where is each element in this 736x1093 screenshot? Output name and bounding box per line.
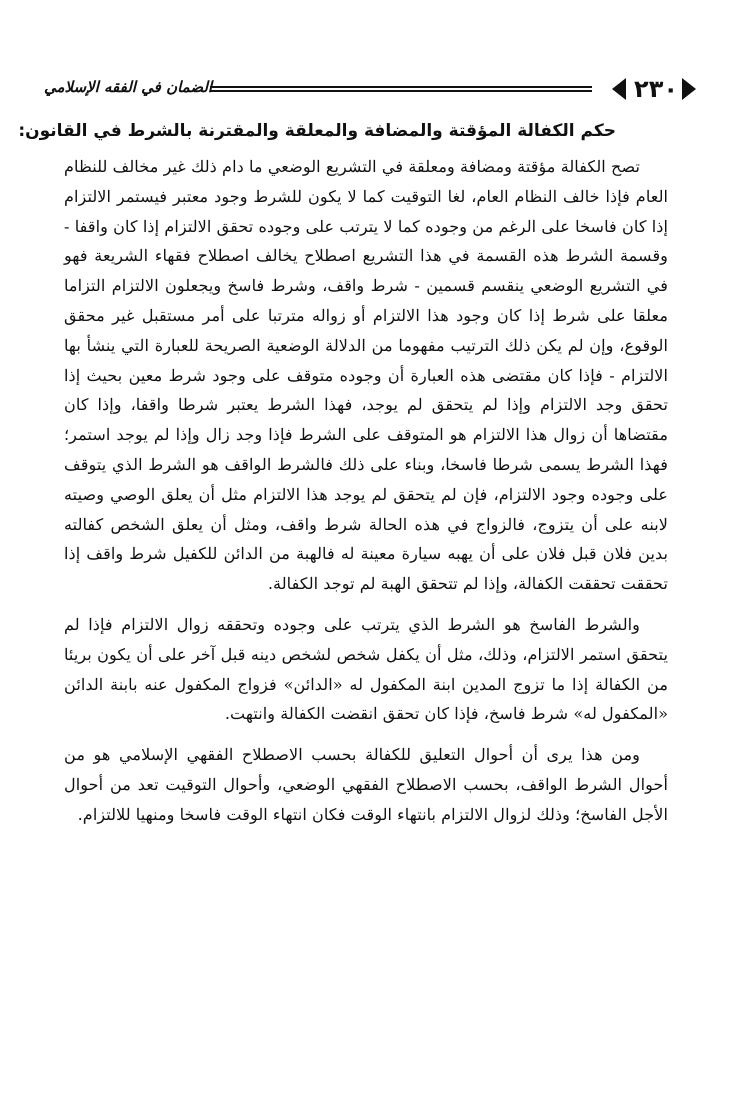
- page-number-badge: [622, 74, 684, 104]
- header-rule-divider: [210, 86, 592, 92]
- running-title: الضمان في الفقه الإسلامي: [44, 78, 213, 96]
- arrow-left-icon: [612, 78, 626, 100]
- paragraph-2: والشرط الفاسخ هو الشرط الذي يترتب على وجوده وتحققه زوال الالتزام فإذا لم يتحقق استمر الالتزام، وذلك، مثل أن يكفل شخص لشخص دينه قبل آخر على أن يكون بريئا من الكفالة إذا ما تزوج المدين ابنة المكفول له «الدائن» فزواج المكفول عنه بابنة الدائن «المكفول له» شرط فاسخ، فإذا كان تحقق انقضت الكفالة وانتهت.: [64, 614, 668, 724]
- running-header: [44, 72, 684, 108]
- body-text: [64, 152, 668, 830]
- page-number: ٢٣٠: [634, 75, 678, 103]
- arrow-right-icon: [682, 78, 696, 100]
- section-heading: حكم الكفالة المؤقتة والمضافة والمعلقة والمقترنة بالشرط في القانون:: [18, 121, 616, 141]
- paragraph-1: تصح الكفالة مؤقتة ومضافة ومعلقة في التشريع الوضعي ما دام ذلك غير مخالف للنظام العام فإذا خالف النظام العام، لغا التوقيت كما لا يكون للشرط وجود معتبر فيستمر الالتزام إذا كان فاسخا على الرغم من وجوده كما لا يترتب على وجوده تحقق الالتزام إذا كان واقفا - وقسمة الشرط هذه القسمة في هذا التشريع اصطلاح يخالف اصطلاح فقهاء الشريعة فهو في التشريع الوضعي ينقسم قسمين - شرط واقف، وشرط فاسخ ويجعلون الالتزام التزاما معلقا على شرط إذا كان وجود هذا الالتزام أو زواله مترتبا على أمر مستقبل غير محقق الوقوع، وإن لم يكن ذلك الترتيب مفهوما من الدلالة الوضعية الصريحة للعبارة التي ينشأ بها الالتزام - فإذا كان مقتضى هذه العبارة أن وجوده متوقف على وجود شرط معين بحيث إذا تحقق وجد الالتزام وإذا لم يتحقق لم يوجد، فهذا الشرط يعتبر شرطا واقفا، وإذا كان مقتضاها أن زوال هذا الالتزام هو المتوقف على الشرط فإذا وجد زال وإذا لم يوجد استمر؛ فهذا الشرط يسمى شرطا فاسخا، وبناء على ذلك فالشرط الواقف هو الشرط الذي يتوقف على وجوده وجود الالتزام، فإن لم يتحقق لم يوجد هذا الالتزام مثل أن يعلق الوصي وصيته لابنه على أن يتزوج، فالزواج في هذه الحالة شرط واقف، ومثل أن يعلق الشخص كفالته بدين فلان قبل فلان على أن يهبه سيارة معينة له فالهبة من الدائن للكفيل شرط واقف إذا تحققت تحققت الكفالة، وإذا لم تتحقق الهبة لم توجد الكفالة.: [64, 157, 668, 594]
- paragraph-3: ومن هذا يرى أن أحوال التعليق للكفالة بحسب الاصطلاح الفقهي الإسلامي هو من أحوال الشرط الواقف، بحسب الاصطلاح الفقهي الوضعي، وأحوال التوقيت تعد من أحوال الأجل الفاسخ؛ وذلك لزوال الالتزام بانتهاء الوقت فكان انتهاء الوقت فاسخا ومنهيا للالتزام.: [64, 745, 668, 824]
